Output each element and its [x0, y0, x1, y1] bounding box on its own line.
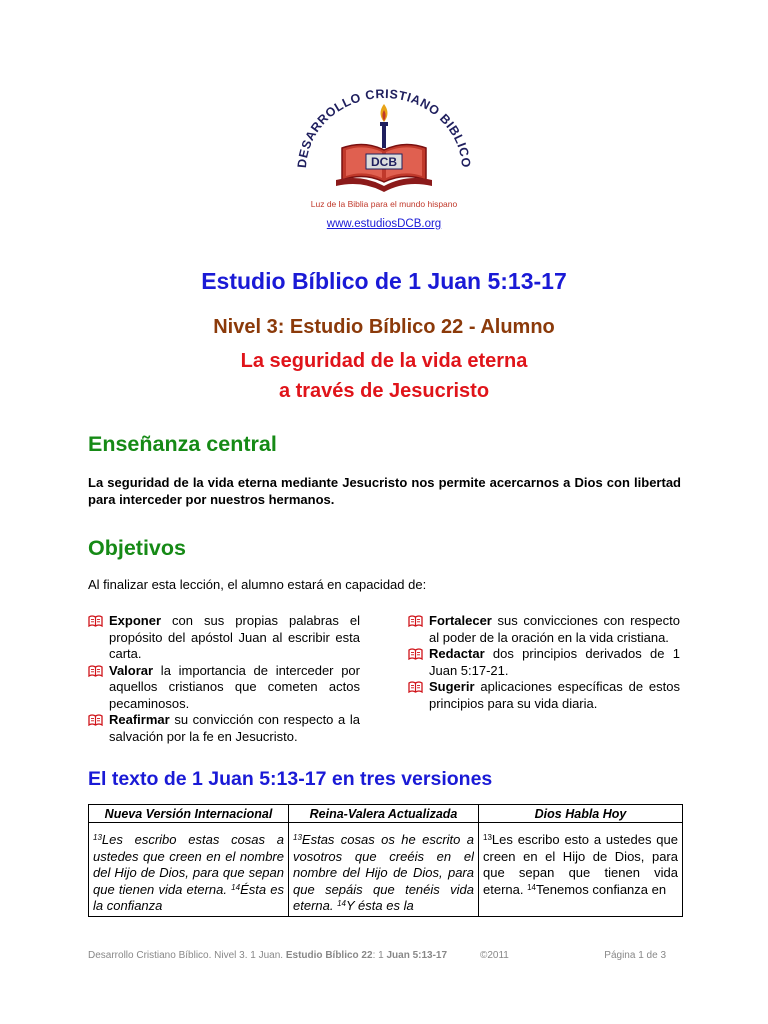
verse-number: 14: [527, 882, 536, 892]
footer-org: Desarrollo Cristiano Bíblico. Nivel 3. 1 Juan.: [88, 950, 286, 961]
open-book-icon: [408, 648, 423, 660]
level-title: Nivel 3: Estudio Bíblico 22 - Alumno: [213, 316, 555, 338]
site-link[interactable]: www.estudiosDCB.org: [326, 218, 442, 230]
verse-number: 14: [231, 882, 241, 892]
verse-number: 13: [483, 833, 492, 842]
column-header-nvi: Nueva Versión Internacional: [89, 805, 289, 823]
dhh-text-cell: [479, 823, 683, 917]
objective-item: [408, 613, 680, 646]
objectives-left-column: [88, 613, 360, 745]
central-teaching-text: La seguridad de la vida eterna mediante Jesucristo nos permite acercarnos a Dios con libertad para interceder por nuestros hermanos.: [88, 475, 681, 507]
footer-copyright: ©2011: [480, 950, 509, 961]
open-book-icon: [88, 615, 103, 627]
rva-text-cell: [289, 823, 479, 917]
objective-text: sus convicciones con respecto al poder de la oración en la vida cristiana.: [429, 613, 680, 645]
verse-text: Y ésta es la: [346, 898, 414, 914]
objective-item: [88, 663, 360, 713]
verse-number: 13: [93, 833, 102, 842]
footer-reference: Juan 5:13-17: [386, 950, 448, 961]
verse-number: 13: [293, 833, 302, 842]
open-book-icon: [88, 714, 103, 726]
verse-text: Ésta es la confianza: [93, 881, 284, 914]
column-header-dhh: Dios Habla Hoy: [479, 805, 683, 823]
lesson-title-line-1: La seguridad de la vida eterna: [240, 350, 528, 372]
open-book-icon: [88, 665, 103, 677]
footer-separator: : 1: [372, 950, 387, 961]
open-book-icon: [408, 681, 423, 693]
lesson-title-line-2: a través de Jesucristo: [278, 380, 490, 402]
objective-verb: Redactar: [429, 646, 485, 661]
verse-text: Les escribo estas cosas a ustedes que creen en el nombre del Hijo de Dios, para que sepan que tienen vida eterna.: [93, 832, 284, 897]
footer-citation: [88, 950, 447, 961]
versions-table: [88, 804, 683, 917]
versions-heading: El texto de 1 Juan 5:13-17 en tres versiones: [88, 768, 493, 790]
nvi-text-cell: [89, 823, 289, 917]
verse-text: Estas cosas os he escrito a vosotros que creéis en el nombre del Hijo de Dios, para que sepáis que tenéis vida eterna.: [293, 832, 474, 914]
objective-text: con sus propias palabras el propósito del apóstol Juan al escribir esta carta.: [109, 613, 360, 661]
verse-number: 14: [337, 899, 346, 909]
column-header-rva: Reina-Valera Actualizada: [289, 805, 479, 823]
logo-graphic: [284, 82, 484, 207]
objective-verb: Fortalecer: [429, 613, 492, 628]
verse-text: Les escribo esto a ustedes que creen en el Hijo de Dios, para que sepan que tienen vida eterna.: [483, 832, 678, 897]
objective-text: su convicción con respecto a la salvación por la fe en Jesucristo.: [109, 712, 360, 744]
objective-verb: Exponer: [109, 613, 162, 628]
logo-book-label: DCB: [371, 155, 397, 169]
objectives-right-column: [408, 613, 680, 712]
objective-text: aplicaciones específicas de estos principios para su vida diaria.: [429, 679, 680, 711]
logo-arc-text: DESARROLLO CRISTIANO BIBLICO: [294, 86, 474, 169]
objective-verb: Sugerir: [429, 679, 475, 694]
objective-item: [408, 646, 680, 679]
footer-study: Estudio Bíblico 22: [285, 950, 373, 961]
verse-text: Tenemos confianza en: [536, 881, 667, 897]
objective-item: [88, 712, 360, 745]
dcb-logo: [284, 82, 484, 222]
footer-page-number: Página 1 de 3: [604, 950, 666, 961]
objective-verb: Valorar: [109, 662, 154, 678]
table-row: [89, 823, 683, 917]
page-title: Estudio Bíblico de 1 Juan 5:13-17: [201, 268, 567, 294]
central-teaching-heading: Enseñanza central: [88, 432, 277, 456]
objective-item: [408, 679, 680, 712]
objective-text: dos principios derivados de 1 Juan 5:17-21.: [429, 646, 680, 678]
open-book-icon: [408, 615, 423, 627]
logo-tagline: Luz de la Biblia para el mundo hispano: [310, 199, 458, 209]
objectives-heading: Objetivos: [88, 536, 186, 560]
lesson-title: [0, 346, 768, 406]
objective-text: la importancia de interceder por aquellos cristianos que cometen actos pecaminosos.: [109, 662, 360, 711]
objective-verb: Reafirmar: [109, 712, 170, 727]
objectives-intro: Al finalizar esta lección, el alumno estará en capacidad de:: [88, 577, 427, 592]
objective-item: [88, 613, 360, 663]
table-header-row: [89, 805, 683, 823]
